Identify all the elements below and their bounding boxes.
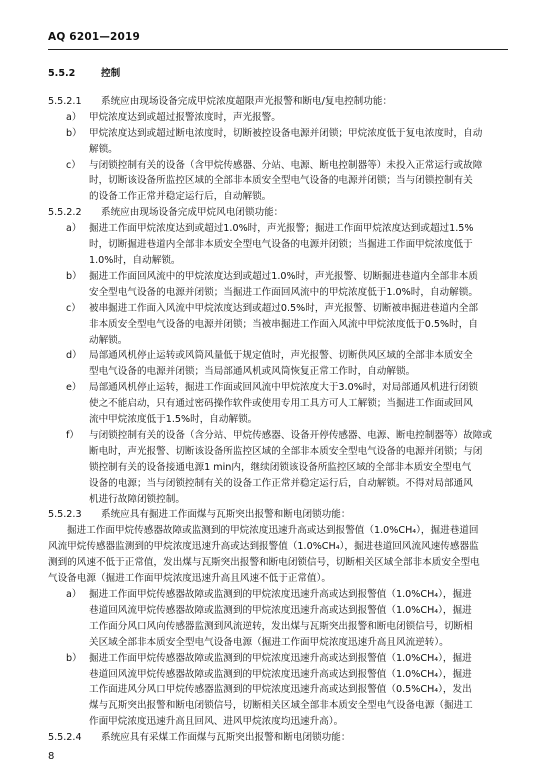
list-continuation-line	[48, 492, 516, 508]
list-marker: e）	[66, 382, 82, 394]
list-marker: a）	[66, 589, 82, 600]
list-continuation-line	[48, 253, 516, 269]
list-continuation-line	[48, 364, 516, 380]
list-item-line	[48, 269, 516, 285]
section-title: 控制	[101, 68, 121, 79]
clause-number: 5.5.2.3	[48, 509, 82, 521]
list-continuation-line	[48, 619, 516, 635]
paragraph-first-line	[48, 523, 516, 539]
line-text: 测到的风速不低于正常值，发出煤与瓦斯突出报警和断电闭锁信号，切断相关区域全部非本质安全型电	[48, 557, 480, 569]
line-text: 型电气设备的电源并闭锁；当局部通风机或风筒恢复正常工作时，自动解锁。	[89, 366, 416, 378]
list-marker: b）	[66, 652, 82, 664]
line-text: 的设备工作正常并稳定运行后，自动解锁。	[89, 191, 272, 203]
list-marker: f）	[66, 429, 79, 441]
list-item-line	[48, 428, 516, 444]
line-text: 设备的电源；当与闭锁控制有关的设备工作正常并稳定运行后，自动解锁。不得对局部通风	[89, 477, 473, 489]
line-text: 掘进工作面甲烷浓度达到或超过1.0%时，声光报警；掘进工作面甲烷浓度达到或超过1.5%	[89, 223, 474, 235]
list-marker: c）	[66, 159, 81, 171]
list-marker: a）	[66, 111, 82, 123]
line-text: 煤与瓦斯突出报警和断电闭锁信号，切断相关区域全部非本质安全型电气设备电源（掘进工	[89, 700, 473, 712]
clause-number: 5.5.2.2	[48, 207, 82, 219]
clause-number: 5.5.2.4	[48, 732, 82, 744]
list-item-line	[48, 348, 516, 364]
list-continuation-line	[48, 682, 516, 698]
list-item-line	[48, 110, 516, 126]
section-number: 5.5.2	[48, 68, 76, 79]
clause-line	[48, 205, 516, 221]
line-text: 系统应具有采煤工作面煤与瓦斯突出报警和断电闭锁功能：	[101, 732, 351, 744]
list-continuation-line	[48, 635, 516, 651]
list-continuation-line	[48, 444, 516, 460]
list-continuation-line	[48, 698, 516, 714]
list-continuation-line	[48, 476, 516, 492]
paragraph-line	[48, 571, 516, 587]
list-continuation-line	[48, 714, 516, 730]
line-text: 1.0%时，自动解锁。	[89, 254, 181, 266]
line-text: 与闭锁控制有关的设备（含分站、甲烷传感器、设备开停传感器、电源、断电控制器等）故障或	[89, 429, 492, 441]
clause-line	[48, 507, 516, 523]
line-text: 系统应具有掘进工作面煤与瓦斯突出报警和断电闭锁功能：	[101, 509, 351, 521]
list-marker: d）	[66, 350, 82, 362]
header-rule	[48, 49, 508, 50]
line-text: 时，切断该设备所监控区域的全部非本质安全型电气设备的电源并闭锁；当与闭锁控制有关	[89, 175, 473, 187]
line-text: 巷道回风流甲烷传感器故障或监测到的甲烷浓度迅速升高或达到报警值（1.0%CH₄），掘进	[89, 668, 472, 680]
list-item-line	[48, 158, 516, 174]
line-text: 甲烷浓度达到或超过报警浓度时，声光报警。	[89, 111, 281, 123]
list-continuation-line	[48, 460, 516, 476]
list-continuation-line	[48, 317, 516, 333]
line-text: 风流甲烷传感器监测到的甲烷浓度迅速升高或达到报警值（1.0%CH₄），掘进巷道回风流风速传感器监	[48, 541, 479, 553]
clause-line	[48, 730, 516, 746]
standard-code: AQ 6201—2019	[48, 31, 141, 43]
line-text: 巷道回风流甲烷传感器故障或监测到的甲烷浓度迅速升高或达到报警值（1.0%CH₄），掘进	[89, 604, 472, 616]
list-item-line	[48, 651, 516, 667]
list-item-line	[48, 587, 516, 603]
list-continuation-line	[48, 412, 516, 428]
line-text: 锁控制有关的设备接通电源1 min内，继续闭锁该设备所监控区域的全部非本质安全型电气	[89, 461, 472, 473]
list-marker: a）	[66, 223, 82, 235]
list-item-line	[48, 221, 516, 237]
line-text: 使之不能启动，只有通过密码操作软件或使用专用工具方可人工解锁；当掘进工作面或回风	[89, 398, 473, 410]
line-text: 动解锁。	[89, 334, 128, 346]
line-text: 时，切断掘进巷道内全部非本质安全型电气设备的电源并闭锁；当掘进工作面甲烷浓度低于	[89, 239, 473, 251]
list-continuation-line	[48, 667, 516, 683]
paragraph-line	[48, 539, 516, 555]
line-text: 工作面进风分风口甲烷传感器监测到的甲烷浓度迅速升高或达到报警值（0.5%CH₄），发出	[89, 684, 472, 696]
paragraph-line	[48, 555, 516, 571]
line-text: 与闭锁控制有关的设备（含甲烷传感器、分站、电源、断电控制器等）未投入正常运行或故障	[89, 159, 483, 171]
list-item-line	[48, 126, 516, 142]
line-text: 被串掘进工作面入风流中甲烷浓度达到或超过0.5%时，声光报警、切断被串掘进巷道内全部	[89, 302, 478, 314]
line-text: 安全型电气设备的电源并闭锁；当掘进工作面回风流中的甲烷浓度低于1.0%时，自动解锁。	[89, 286, 478, 298]
list-item-line	[48, 301, 516, 317]
line-text: 掘进工作面回风流中的甲烷浓度达到或超过1.0%时，声光报警、切断掘进巷道内全部非本质	[89, 270, 478, 282]
list-continuation-line	[48, 285, 516, 301]
line-text: 机进行故障闭锁控制。	[89, 493, 185, 505]
line-text: 气设备电源（掘进工作面甲烷浓度迅速升高且风速不低于正常值）。	[48, 573, 332, 585]
page-body	[48, 66, 516, 746]
list-continuation-line	[48, 189, 516, 205]
list-continuation-line	[48, 603, 516, 619]
line-text: 解锁。	[89, 143, 118, 155]
line-text: 作面甲烷浓度迅速升高且回风、进风甲烷浓度均迅速升高）。	[89, 716, 344, 728]
clause-line	[48, 94, 516, 110]
line-text: 系统应由现场设备完成甲烷浓度超限声光报警和断电/复电控制功能：	[101, 95, 393, 107]
list-continuation-line	[48, 396, 516, 412]
line-text: 局部通风机停止运转，掘进工作面或回风流中甲烷浓度大于3.0%时，对局部通风机进行闭锁	[89, 382, 478, 394]
list-continuation-line	[48, 237, 516, 253]
line-text: 局部通风机停止运转或风筒风量低于规定值时，声光报警、切断供风区域的全部非本质安全	[89, 350, 473, 362]
line-text: 流中甲烷浓度低于1.5%时，自动解锁。	[89, 414, 258, 426]
list-item-line	[48, 380, 516, 396]
clause-number: 5.5.2.1	[48, 95, 82, 107]
page-number: 8	[48, 751, 55, 762]
line-text: 非本质安全型电气设备的电源并闭锁；当被串掘进工作面入风流中甲烷浓度低于0.5%时，自	[89, 318, 478, 330]
line-text: 掘进工作面甲烷传感器故障或监测到的甲烷浓度迅速升高或达到报警值（1.0%CH₄），掘进巷道回	[67, 525, 479, 537]
line-text: 甲烷浓度达到或超过断电浓度时，切断被控设备电源并闭锁；甲烷浓度低于复电浓度时，自动	[89, 127, 483, 139]
list-continuation-line	[48, 142, 516, 158]
list-marker: b）	[66, 127, 82, 139]
text-lines	[48, 94, 516, 746]
line-text: 工作面分风口风向传感器监测到风流逆转，发出煤与瓦斯突出报警和断电闭锁信号，切断相	[89, 620, 473, 632]
line-text: 关区域全部非本质安全型电气设备电源（掘进工作面甲烷浓度迅速升高且风流逆转）。	[89, 636, 449, 648]
line-text: 断电时，声光报警、切断该设备所监控区域的全部非本质安全型电气设备的电源并闭锁；与闭	[89, 445, 483, 457]
section-heading	[48, 66, 516, 82]
list-marker: c）	[66, 302, 81, 314]
list-continuation-line	[48, 173, 516, 189]
line-text: 掘进工作面甲烷传感器故障或监测到的甲烷浓度迅速升高或达到报警值（1.0%CH₄），掘进	[89, 652, 472, 664]
line-text: 掘进工作面甲烷传感器故障或监测到的甲烷浓度迅速升高或达到报警值（1.0%CH₄），掘进	[89, 589, 472, 600]
list-marker: b）	[66, 270, 82, 282]
line-text: 系统应由现场设备完成甲烷风电闭锁功能：	[101, 207, 284, 219]
list-continuation-line	[48, 333, 516, 349]
heading-spacer	[48, 82, 516, 94]
